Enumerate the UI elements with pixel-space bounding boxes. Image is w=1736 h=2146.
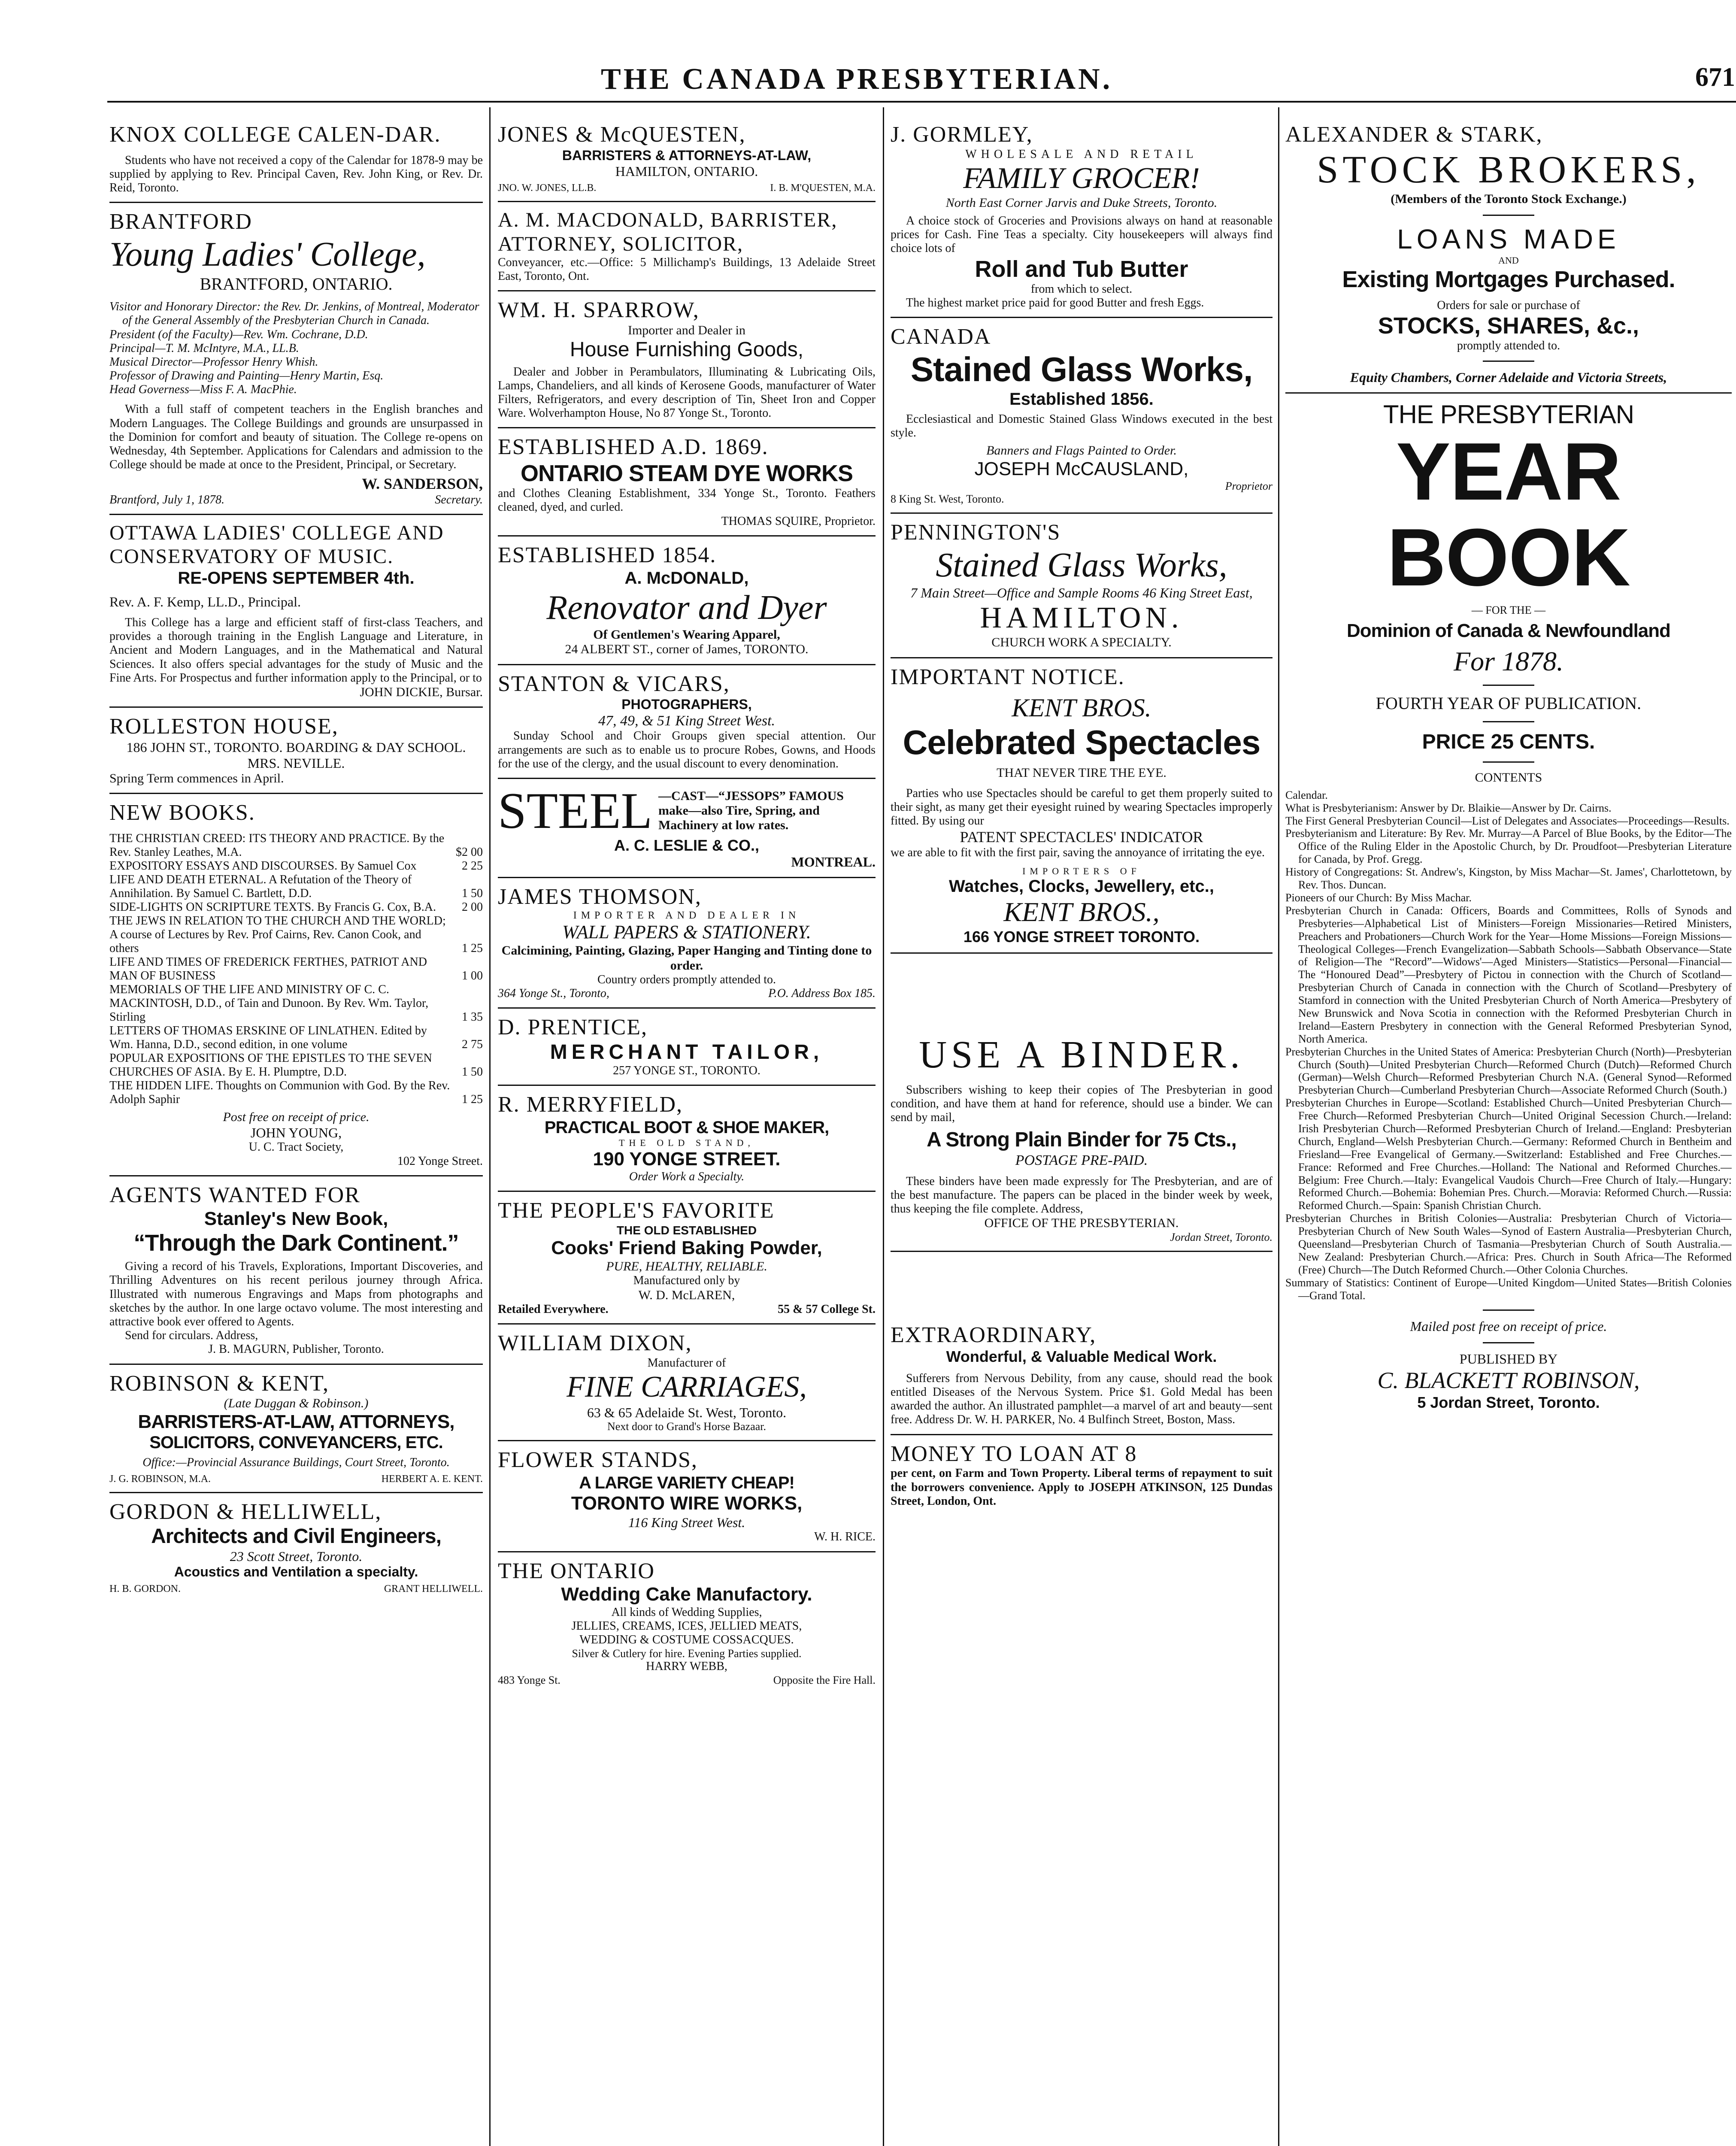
ad-title: NEW BOOKS.: [109, 800, 255, 825]
book-price: 2 75: [462, 1038, 483, 1052]
book-text: THE HIDDEN LIFE. Thoughts on Communion with God. By the Rev. Adolph Saphir: [109, 1079, 450, 1106]
ad-title: STANTON & VICARS,: [498, 671, 730, 696]
ad-headline: PRACTICAL BOOT & SHOE MAKER,: [544, 1118, 829, 1137]
ad-extraordinary: [891, 1316, 1272, 1435]
ad-steam-dye-works: [498, 428, 876, 536]
ad-title: IMPORTANT NOTICE.: [891, 664, 1125, 689]
ad-note: FOURTH YEAR OF PUBLICATION.: [1375, 694, 1642, 713]
ad-gordon-helliwell: [109, 1493, 483, 1602]
ad-address: 102 Yonge Street.: [397, 1154, 483, 1168]
ad-headline: Roll and Tub Butter: [975, 256, 1188, 282]
ad-sub: IMPORTER AND DEALER IN: [573, 909, 800, 921]
signer: J. B. MAGURN, Publisher, Toronto.: [208, 1343, 384, 1356]
ad-address: 24 ALBERT ST., corner of James, TORONTO.: [565, 642, 809, 657]
column-1: [109, 116, 483, 2146]
signer: JOHN YOUNG,: [250, 1125, 342, 1140]
ad-sub: Dominion of Canada & Newfoundland: [1346, 620, 1671, 641]
ad-headline: LOANS MADE: [1397, 223, 1620, 255]
signer: A. C. LESLIE & CO.,: [614, 836, 760, 854]
ad-headline: A LARGE VARIETY CHEAP!: [579, 1473, 794, 1493]
signer: JOHN DICKIE, Bursar.: [360, 685, 483, 699]
ad-note: Country orders promptly attended to.: [597, 973, 776, 987]
contents-item: Calendar.: [1285, 788, 1328, 801]
column-rule: [883, 107, 884, 2146]
ad-note: Spring Term commences in April.: [109, 771, 284, 785]
ad-note: Mailed post free on receipt of price.: [1410, 1319, 1607, 1334]
ad-note: Opposite the Fire Hall.: [773, 1673, 876, 1686]
book-text: EXPOSITORY ESSAYS AND DISCOURSES. By Samuel Cox: [109, 859, 417, 873]
ad-title: ESTABLISHED 1854.: [498, 543, 717, 567]
ad-sub: (Members of the Toronto Stock Exchange.): [1391, 192, 1627, 206]
staff-line: Professor of Drawing and Painting—Henry Martin, Esq.: [109, 369, 384, 383]
contents-item: Presbyterian Church in Canada: Officers, Boards and Committees, Rolls of Synods and Presbyteries—Alphabetical List of Ministers—Foreign Missionaries—Retired Ministers, Preachers and Probationers—Church Work for the Year—Home Missions—Foreign Missions—Theological Colleges—French Evangelization—Sabbath Schools—Sabbath Observance—State of Religion—The “Record”—Widows'—Aged Ministers—Statistics—Personal—Financial—The “Honoured Dead”—Presbytery of Pictou in connection with the Church of Scotland—Presbyterian Church of Canada in connection with the Church of Scotland—Presbytery of Stamford in connection with the United Presbyterian Church of North America—Presbytery of New Brunswick and Nova Scotia in connection with the Reformed Presbyterian Church in Ireland—Eastern Presbytery in connection with the General Reformed Presbyterian Synod, North America.: [1285, 904, 1732, 1045]
ad-william-dixon: [498, 1325, 876, 1441]
ad-address: North East Corner Jarvis and Duke Streets, Toronto.: [945, 196, 1218, 210]
ad-body: and Clothes Cleaning Establishment, 334 Yonge St., Toronto. Feathers cleaned, dyed, and curled.: [498, 487, 876, 514]
ad-tagline: PURE, HEALTHY, RELIABLE.: [606, 1259, 767, 1273]
ad-steel: [498, 779, 876, 878]
ad-address: Jordan Street, Toronto.: [1170, 1231, 1272, 1243]
ad-sub: THE OLD STAND,: [618, 1137, 755, 1149]
ad-title: A. M. MACDONALD, BARRISTER, ATTORNEY, SOLICITOR,: [498, 209, 838, 255]
ad-body: The highest market price paid for good Butter and fresh Eggs.: [906, 296, 1204, 309]
short-rule: [1483, 685, 1534, 686]
ad-box: P.O. Address Box 185.: [768, 987, 876, 1000]
ad-headline: RE-OPENS SEPTEMBER 4th.: [178, 569, 415, 588]
ad-address: 7 Main Street—Office and Sample Rooms 46 King Street East,: [910, 585, 1253, 600]
ad-name: Young Ladies' College,: [109, 236, 426, 274]
ad-headline: STOCKS, SHARES, &c.,: [1378, 312, 1639, 339]
ad-title: WM. H. SPARROW,: [498, 298, 700, 323]
ad-body: A choice stock of Groceries and Provisions always on hand at reasonable prices for Cash. Fine Teas a specialty. City housekeepers will always find choice lots of: [891, 214, 1272, 255]
staff-line: Musical Director—Professor Henry Whish.: [109, 355, 318, 369]
ad-title: STEEL: [498, 782, 652, 839]
ad-place: HAMILTON.: [980, 601, 1183, 634]
ad-title: JONES & McQUESTEN,: [498, 122, 746, 147]
signer-role: Proprietor: [1225, 480, 1272, 493]
ad-sub: Of Gentlemen's Wearing Apparel,: [593, 627, 780, 642]
short-rule: [1483, 761, 1534, 763]
ad-canada-stained-glass: [891, 318, 1272, 514]
column-3: [891, 116, 1272, 2146]
ad-headline: Cooks' Friend Baking Powder,: [551, 1237, 822, 1259]
ad-tagline: THAT NEVER TIRE THE EYE.: [997, 766, 1166, 780]
book-text: THE JEWS IN RELATION TO THE CHURCH AND THE WORLD; A course of Lectures by Rev. Prof Cairns, Rev. Canon Cook, and others: [109, 914, 446, 955]
ad-title: ROLLESTON HOUSE,: [109, 714, 339, 739]
partner-name: I. B. M'QUESTEN, M.A.: [770, 182, 876, 194]
ad-title: PENNINGTON'S: [891, 520, 1061, 545]
ad-jones-mcquesten: [498, 116, 876, 202]
ad-new-books: [109, 794, 483, 1176]
book-item: [109, 1079, 483, 1106]
ad-sparrow: [498, 291, 876, 428]
book-price: 1 25: [462, 1093, 483, 1106]
ad-title: R. MERRYFIELD,: [498, 1092, 683, 1117]
book-item: [109, 1024, 483, 1052]
contents-item: Summary of Statistics: Continent of Europe—United Kingdom—United States—British Colonies—Grand Total.: [1285, 1276, 1732, 1302]
ad-sub: Manufacturer of: [647, 1356, 726, 1370]
ad-note: promptly attended to.: [1457, 339, 1560, 353]
ad-title: KNOX COLLEGE CALEN-DAR.: [109, 122, 441, 147]
ad-headline: PATENT SPECTACLES' INDICATOR: [960, 828, 1203, 846]
ad-sub: PHOTOGRAPHERS,: [621, 697, 752, 712]
ad-headline: FINE CARRIAGES,: [567, 1370, 807, 1404]
book-text: SIDE-LIGHTS ON SCRIPTURE TEXTS. By Francis G. Cox, B.A.: [109, 900, 436, 914]
newspaper-title: THE CANADA PRESBYTERIAN.: [601, 63, 1113, 96]
ad-headline: YEAR BOOK: [1387, 426, 1630, 603]
book-item: [109, 955, 483, 983]
ad-headline: Existing Mortgages Purchased.: [1342, 266, 1675, 292]
ad-note: Orders for sale or purchase of: [1437, 298, 1580, 312]
ad-headline: A. McDONALD,: [624, 568, 749, 588]
ad-address: 116 King Street West.: [628, 1514, 745, 1530]
column-rule: [1278, 107, 1279, 2146]
ad-ottawa-college: [109, 515, 483, 708]
contents-item: Pioneers of our Church: By Miss Machar.: [1285, 891, 1472, 904]
ad-body: WEDDING & COSTUME COSSACQUES.: [579, 1633, 794, 1647]
ad-title: THE ONTARIO: [498, 1558, 655, 1583]
header-rule: [107, 101, 1736, 103]
ad-firm: KENT BROS.,: [1003, 897, 1160, 928]
ad-title: MONEY TO LOAN AT 8: [891, 1441, 1137, 1466]
ad-body: Subscribers wishing to keep their copies of The Presbyterian in good condition, and have them at hand for reference, should use a binder. We can send by mail,: [891, 1083, 1272, 1125]
book-item: [109, 1052, 483, 1079]
ad-sub: POSTAGE PRE-PAID.: [1015, 1152, 1148, 1168]
staff-line: President (of the Faculty)—Rev. Wm. Cochrane, D.D.: [109, 327, 368, 341]
ad-address: 257 YONGE ST., TORONTO.: [613, 1064, 760, 1078]
ad-headline: SOLICITORS, CONVEYANCERS, ETC.: [149, 1433, 443, 1452]
ad-headline: Stained Glass Works,: [910, 350, 1253, 388]
ad-note: Send for circulars. Address,: [125, 1329, 258, 1343]
ad-body: Calcimining, Painting, Glazing, Paper Hanging and Tinting done to order.: [501, 943, 872, 973]
book-price: 1 50: [462, 887, 483, 900]
ad-address: Office:—Provincial Assurance Buildings, Court Street, Toronto.: [142, 1456, 450, 1470]
ad-title: WILLIAM DIXON,: [498, 1331, 692, 1356]
ad-price: PRICE 25 CENTS.: [1422, 730, 1595, 754]
ad-penningtons: [891, 514, 1272, 658]
society: U. C. Tract Society,: [248, 1140, 344, 1154]
ad-headline: BARRISTERS & ATTORNEYS-AT-LAW,: [562, 147, 812, 163]
date: Brantford, July 1, 1878.: [109, 493, 225, 506]
ad-title: FLOWER STANDS,: [498, 1448, 698, 1473]
ad-headline: Stanley's New Book,: [204, 1208, 388, 1229]
ad-address: 55 & 57 College St.: [778, 1303, 876, 1316]
column-2: [498, 116, 876, 2146]
ad-body: —CAST—“JESSOPS” FAMOUS make—also Tire, Spring, and Machinery at low rates.: [658, 788, 844, 832]
ad-body: With a full staff of competent teachers in the English branches and Modern Languages. The College Buildings and grounds are unsurpassed in the Dominion for comfort and beauty of situation. The College re-opens on Wednesday, 4th September. Applications for Calendars and admission to the College should be made at once to the President, Principal, or Secretary.: [109, 403, 483, 472]
book-text: LIFE AND TIMES OF FREDERICK FERTHES, PATRIOT AND MAN OF BUSINESS: [109, 955, 427, 983]
contents-item: Presbyterian Churches in Europe—Scotland: Established Church—United Presbyterian Church—Free Church—Reformed Presbyterian Church—United Original Secession Church.—Ireland: Irish Presbyterian Church—Reformed Presbyterian Church of Ireland.—England: Presbyterian Church, England—Welsh Presbyterian Church.—Germany: Reformed Church in Bentheim and Friesland—Free Evangelical of Germany.—Switzerland: Established and Free Churches.—France: Reformed and Free Churches.—Holland: The National and Reformed Churches.—Belgium: Free Church.—Italy: Evangelical Vaudois Church—Free Church of Italy.—Hungary: Reformed Church.—Bohemia: Bohemian Pres. Church.—Moravia: Reformed Church.—Russia: Reformed Church.—Spain: Spanish Christian Church.: [1285, 1097, 1732, 1212]
book-item: [109, 914, 483, 955]
ad-headline: ONTARIO STEAM DYE WORKS: [520, 461, 853, 487]
contents-item: Presbyterianism and Literature: By Rev. Mr. Murray—A Parcel of Blue Books, by the Editor—The Office of the Ruling Elder in the Apostolic Church, by Dr. Proudfoot—Presbyterian Literature for Canada, by Prof. Gregg.: [1285, 827, 1732, 866]
ad-title: D. PRENTICE,: [498, 1015, 648, 1040]
partner-name: JNO. W. JONES, LL.B.: [498, 182, 597, 194]
ad-book-title: “Through the Dark Continent.”: [133, 1230, 459, 1256]
staff-line: Head Governess—Miss F. A. MacPhie.: [109, 383, 297, 397]
ad-body: These binders have been made expressly for The Presbyterian, and are of the best manufacture. The papers can be placed in the binder week by week, thus keeping the file complete. Address,: [891, 1174, 1272, 1216]
ad-headline: Wedding Cake Manufactory.: [561, 1584, 812, 1605]
ad-principal: Rev. A. F. Kemp, LL.D., Principal.: [109, 594, 301, 610]
ad-sub: PUBLISHED BY: [1459, 1351, 1558, 1367]
book-price: 1 35: [462, 1010, 483, 1024]
book-price: 1 50: [462, 1065, 483, 1079]
short-rule: [1483, 1342, 1534, 1343]
book-list: [109, 832, 483, 1106]
short-rule: [1483, 361, 1534, 362]
ad-headline: Wonderful, & Valuable Medical Work.: [946, 1348, 1217, 1366]
contents-list: [1285, 789, 1732, 1302]
ad-mcdonald-dyer: [498, 536, 876, 665]
ad-address: 190 YONGE STREET.: [593, 1148, 781, 1170]
ad-headline: Watches, Clocks, Jewellery, etc.,: [948, 877, 1215, 896]
ad-title: CANADA: [891, 324, 991, 349]
partner-name: J. G. ROBINSON, M.A.: [109, 1473, 211, 1485]
partner-name: HERBERT A. E. KENT.: [381, 1473, 483, 1485]
ad-rolleston-house: [109, 708, 483, 794]
ad-body: we are able to fit with the first pair, saving the annoyance of irritating the eye.: [891, 846, 1265, 859]
ad-note: Acoustics and Ventilation a specialty.: [174, 1564, 418, 1580]
ad-alexander-stark: [1285, 116, 1732, 394]
signer: JOSEPH McCAUSLAND,: [974, 458, 1189, 479]
signer: OFFICE OF THE PRESBYTERIAN.: [984, 1216, 1179, 1231]
ad-macdonald: [498, 202, 876, 291]
book-price: 1 00: [462, 969, 483, 983]
ad-body: Dealer and Jobber in Perambulators, Illuminating & Lubricating Oils, Lamps, Chandeliers, and all kinds of Kerosene Goods, manufacturer of Water Filters, Refrigerators, and every description of Tin, Sheet Iron and Copper Ware. Wolverhampton House, No 87 Yonge St., Toronto.: [498, 365, 876, 420]
ad-address: 364 Yonge St., Toronto,: [498, 987, 609, 1000]
ad-body: Conveyancer, etc.—Office: 5 Millichamp's Buildings, 13 Adelaide Street East, Toronto, Ont.: [498, 255, 876, 283]
ad-robinson-kent: [109, 1365, 483, 1493]
column-4: [1285, 116, 1732, 2146]
page-header: [107, 26, 1736, 112]
partner-name: H. B. GORDON.: [109, 1583, 181, 1595]
ad-title: OTTAWA LADIES' COLLEGE AND CONSERVATORY OF MUSIC.: [109, 521, 444, 568]
short-rule: [1483, 721, 1534, 722]
ad-headline: STOCK BROKERS,: [1317, 148, 1700, 191]
signer: W. H. RICE.: [814, 1530, 876, 1544]
ad-note: from which to select.: [1030, 282, 1133, 296]
signer: HARRY WEBB,: [646, 1660, 727, 1673]
ad-prentice: [498, 1009, 876, 1086]
book-price: $2 00: [456, 846, 483, 859]
ad-body: Sunday School and Choir Groups given special attention. Our arrangements are such as to enable us to procure Robes, Gowns, and Hoods for the use of the clergy, and the usual discount to every denomination.: [498, 729, 876, 770]
ad-kent-bros: [891, 658, 1272, 954]
ad-note: Manufactured only by: [633, 1274, 740, 1288]
ad-year-book: [1285, 394, 1732, 1418]
book-text: MEMORIALS OF THE LIFE AND MINISTRY OF C. C. MACKINTOSH, D.D., of Tain and Dunoon. By Rev. Wm. Taylor, Stirling: [109, 983, 429, 1024]
ad-sub: THE OLD ESTABLISHED: [616, 1224, 757, 1237]
ad-brantford-college: [109, 203, 483, 515]
ad-title: ROBINSON & KENT,: [109, 1371, 330, 1396]
staff-line: Principal—T. M. McIntyre, M.A., LL.B.: [109, 341, 299, 355]
ad-agents-wanted: [109, 1176, 483, 1365]
ad-headline: FAMILY GROCER!: [963, 161, 1200, 195]
signer-role: Secretary.: [435, 493, 483, 506]
ad-body: This College has a large and efficient staff of first-class Teachers, and provides a thorough training in the English Language and Literature, in Ancient and Modern Languages, and in the Mathematical and Natural Sciences. It also offers special advantages for the study of Music and the Fine Arts. For Prospectus and further information apply to the Principal, or to: [109, 615, 483, 685]
ad-gormley-grocer: [891, 116, 1272, 318]
ad-note: Post free on receipt of price.: [223, 1110, 370, 1125]
ad-title: EXTRAORDINARY,: [891, 1322, 1097, 1347]
partner-name: GRANT HELLIWELL.: [384, 1583, 483, 1595]
ad-firm: KENT BROS.: [1012, 694, 1151, 722]
ad-title: THE PEOPLE'S FAVORITE: [498, 1198, 775, 1223]
ad-place: MONTREAL.: [791, 854, 876, 870]
column-rule: [489, 107, 491, 2146]
ad-place: BRANTFORD, ONTARIO.: [200, 274, 393, 294]
ad-james-thomson: [498, 878, 876, 1009]
ad-sub: Importer and Dealer in: [627, 323, 746, 337]
ad-sub: Established 1856.: [1009, 389, 1154, 409]
ad-headline: Celebrated Spectacles: [903, 723, 1260, 762]
ad-merryfield: [498, 1086, 876, 1192]
ad-flower-stands: [498, 1441, 876, 1552]
ad-note: Retailed Everywhere.: [498, 1303, 609, 1316]
ad-headline: MERCHANT TAILOR,: [550, 1041, 824, 1064]
ad-title: AGENTS WANTED FOR: [109, 1182, 361, 1207]
ad-sub: — FOR THE —: [1471, 604, 1546, 617]
book-text: POPULAR EXPOSITIONS OF THE EPISTLES TO THE SEVEN CHURCHES OF ASIA. By E. H. Plumptre, D.D.: [109, 1052, 432, 1079]
ad-body: per cent, on Farm and Town Property. Liberal terms of repayment to suit the borrowers convenience. Apply to JOSEPH ATKINSON, 125 Dundas Street, London, Ont.: [891, 1467, 1272, 1508]
signer: W. SANDERSON,: [362, 475, 483, 493]
book-text: THE CHRISTIAN CREED: ITS THEORY AND PRACTICE. By the Rev. Stanley Leathes, M.A.: [109, 832, 445, 859]
contents-item: History of Congregations: St. Andrew's, Kingston, by Miss Machar—St. James', Charlottetown, by Rev. Thos. Duncan.: [1285, 866, 1732, 891]
ad-sub: WHOLESALE AND RETAIL: [965, 147, 1198, 161]
book-price: 1 25: [462, 942, 483, 955]
book-item: [109, 983, 483, 1024]
ad-title: ALEXANDER & STARK,: [1285, 122, 1543, 147]
ad-note: CHURCH WORK A SPECIALTY.: [991, 635, 1172, 650]
ad-use-a-binder: [891, 1027, 1272, 1252]
ad-address: 47, 49, & 51 King Street West.: [598, 713, 776, 729]
ad-title: JAMES THOMSON,: [498, 885, 702, 909]
ad-wedding-cake: [498, 1552, 876, 1694]
ad-sub: All kinds of Wedding Supplies,: [611, 1605, 762, 1619]
ad-address: 483 Yonge St.: [498, 1673, 560, 1686]
ad-headline: WALL PAPERS & STATIONERY.: [562, 921, 811, 943]
signer: W. D. McLAREN,: [638, 1288, 735, 1302]
signer: C. BLACKETT ROBINSON,: [1377, 1367, 1640, 1394]
ad-body: JELLIES, CREAMS, ICES, JELLIED MEATS,: [571, 1619, 802, 1633]
ad-title: GORDON & HELLIWELL,: [109, 1499, 382, 1524]
ad-sub: (Late Duggan & Robinson.): [224, 1396, 369, 1411]
ad-sub: AND: [1498, 255, 1519, 266]
ad-headline: Stained Glass Works,: [936, 546, 1227, 584]
contents-item: What is Presbyterianism: Answer by Dr. Blaikie—Answer by Dr. Cairns.: [1285, 801, 1612, 814]
ad-headline: House Furnishing Goods,: [570, 338, 804, 361]
ad-address: Equity Chambers, Corner Adelaide and Victoria Streets,: [1350, 370, 1667, 385]
ad-body: Students who have not received a copy of the Calendar for 1878-9 may be supplied by applying to Rev. Principal Caven, Rev. John King, or Rev. Dr. Reid, Toronto.: [109, 153, 483, 195]
ad-baking-powder: [498, 1192, 876, 1325]
ad-title: THE PRESBYTERIAN: [1383, 400, 1634, 429]
book-price: 2 25: [462, 859, 483, 873]
ad-note: Banners and Flags Painted to Order.: [986, 443, 1177, 458]
book-item: [109, 873, 483, 900]
ad-body: Silver & Cutlery for hire. Evening Parties supplied.: [572, 1647, 802, 1660]
ad-trade: Renovator and Dyer: [546, 588, 827, 627]
page-number: 671: [1695, 63, 1735, 92]
contents-title: CONTENTS: [1475, 770, 1542, 785]
book-price: 2 00: [462, 900, 483, 914]
ad-title: USE A BINDER.: [919, 1034, 1244, 1076]
ad-address: 186 JOHN ST., TORONTO. BOARDING & DAY SCHOOL. MRS. NEVILLE.: [126, 740, 466, 771]
ad-address: 5 Jordan Street, Toronto.: [1417, 1394, 1600, 1412]
ad-headline: BARRISTERS-AT-LAW, ATTORNEYS,: [138, 1411, 454, 1432]
signer: THOMAS SQUIRE, Proprietor.: [721, 514, 876, 528]
book-item: [109, 832, 483, 859]
ad-knox-college: [109, 116, 483, 203]
contents-item: The First General Presbyterian Council—List of Delegates and Associates—Proceedings—Results.: [1285, 814, 1730, 827]
ad-body: Ecclesiastical and Domestic Stained Glass Windows executed in the best style.: [891, 412, 1272, 440]
short-rule: [1483, 215, 1534, 216]
contents-item: Presbyterian Churches in British Colonies—Australia: Presbyterian Church of Victoria—Presbyterian Church of New South Wales—Synod of Eastern Australia—Presbyterian Church, Queensland—Presbyterian Church of Tasmania—Presbyterian Church of South Australia.—New Zealand: Presbyterian Church.—Africa: Pres. Church in South Africa—The Reformed (Free) Church—The Dutch Reformed Church.—Other Colonia Churches.: [1285, 1212, 1732, 1276]
ad-body: Sufferers from Nervous Debility, from any cause, should read the book entitled Diseases of the Nervous System. Price $1. Gold Medal has been awarded the author. An illustrated pamphlet—a marvel of art and beauty—sent free. Address Dr. W. H. PARKER, No. 4 Bulfinch Street, Boston, Mass.: [891, 1371, 1272, 1427]
ad-note: Order Work a Specialty.: [629, 1170, 745, 1184]
ad-address: 166 YONGE STREET TORONTO.: [963, 928, 1200, 946]
ad-body: Giving a record of his Travels, Explorations, Important Discoveries, and Thrilling Adventures on his recent perilous journey through Africa. Illustrated with numerous Engravings and Maps from photographs and sketches by the author. In one large octavo volume. The most interesting and attractive book ever offered to Agents.: [109, 1260, 483, 1328]
ad-stanton-vicars: [498, 665, 876, 779]
ad-money-to-loan: [891, 1435, 1272, 1515]
ad-year: For 1878.: [1454, 646, 1563, 676]
book-item: [109, 900, 483, 914]
ad-title: BRANTFORD: [109, 209, 252, 234]
ad-note: Next door to Grand's Horse Bazaar.: [607, 1420, 767, 1433]
ad-sub: IMPORTERS OF: [1022, 866, 1141, 877]
book-item: [109, 859, 483, 873]
ad-headline: A Strong Plain Binder for 75 Cts.,: [927, 1128, 1236, 1152]
ad-headline: Architects and Civil Engineers,: [151, 1525, 441, 1548]
short-rule: [1483, 1309, 1534, 1311]
ad-title: ESTABLISHED A.D. 1869.: [498, 435, 769, 460]
book-text: LETTERS OF THOMAS ERSKINE OF LINLATHEN. Edited by Wm. Hanna, D.D., second edition, in one volume: [109, 1024, 427, 1052]
contents-item: Presbyterian Churches in the United States of America: Presbyterian Church (North)—Presbyterian Church (South)—United Presbyterian Church—Reformed Church (Dutch)—Reformed Church (German)—Welsh Church—Reformed Presbyterian Church N.A. (General Synod—Reformed Presbyterian Church—Cumberland Presbyterian Church—Associate Reformed Church (South.): [1285, 1045, 1732, 1097]
ad-address: 63 & 65 Adelaide St. West, Toronto.: [587, 1404, 787, 1420]
ad-address: 23 Scott Street, Toronto.: [230, 1548, 363, 1564]
staff-line: Visitor and Honorary Director: the Rev. Dr. Jenkins, of Montreal, Moderator of the General Assembly of the Presbyterian Church in Canada.: [109, 300, 479, 327]
ad-title: J. GORMLEY,: [891, 122, 1033, 147]
ad-headline: TORONTO WIRE WORKS,: [571, 1493, 803, 1514]
book-text: LIFE AND DEATH ETERNAL. A Refutation of the Theory of Annihilation. By Samuel C. Bartlett, D.D.: [109, 873, 412, 900]
ad-place: HAMILTON, ONTARIO.: [615, 163, 758, 179]
ad-body: Parties who use Spectacles should be careful to get them properly suited to their sight, as many get their eyesight ruined by wearing Spectacles improperly fitted. By using our: [891, 786, 1272, 828]
ad-address: 8 King St. West, Toronto.: [891, 493, 1004, 506]
